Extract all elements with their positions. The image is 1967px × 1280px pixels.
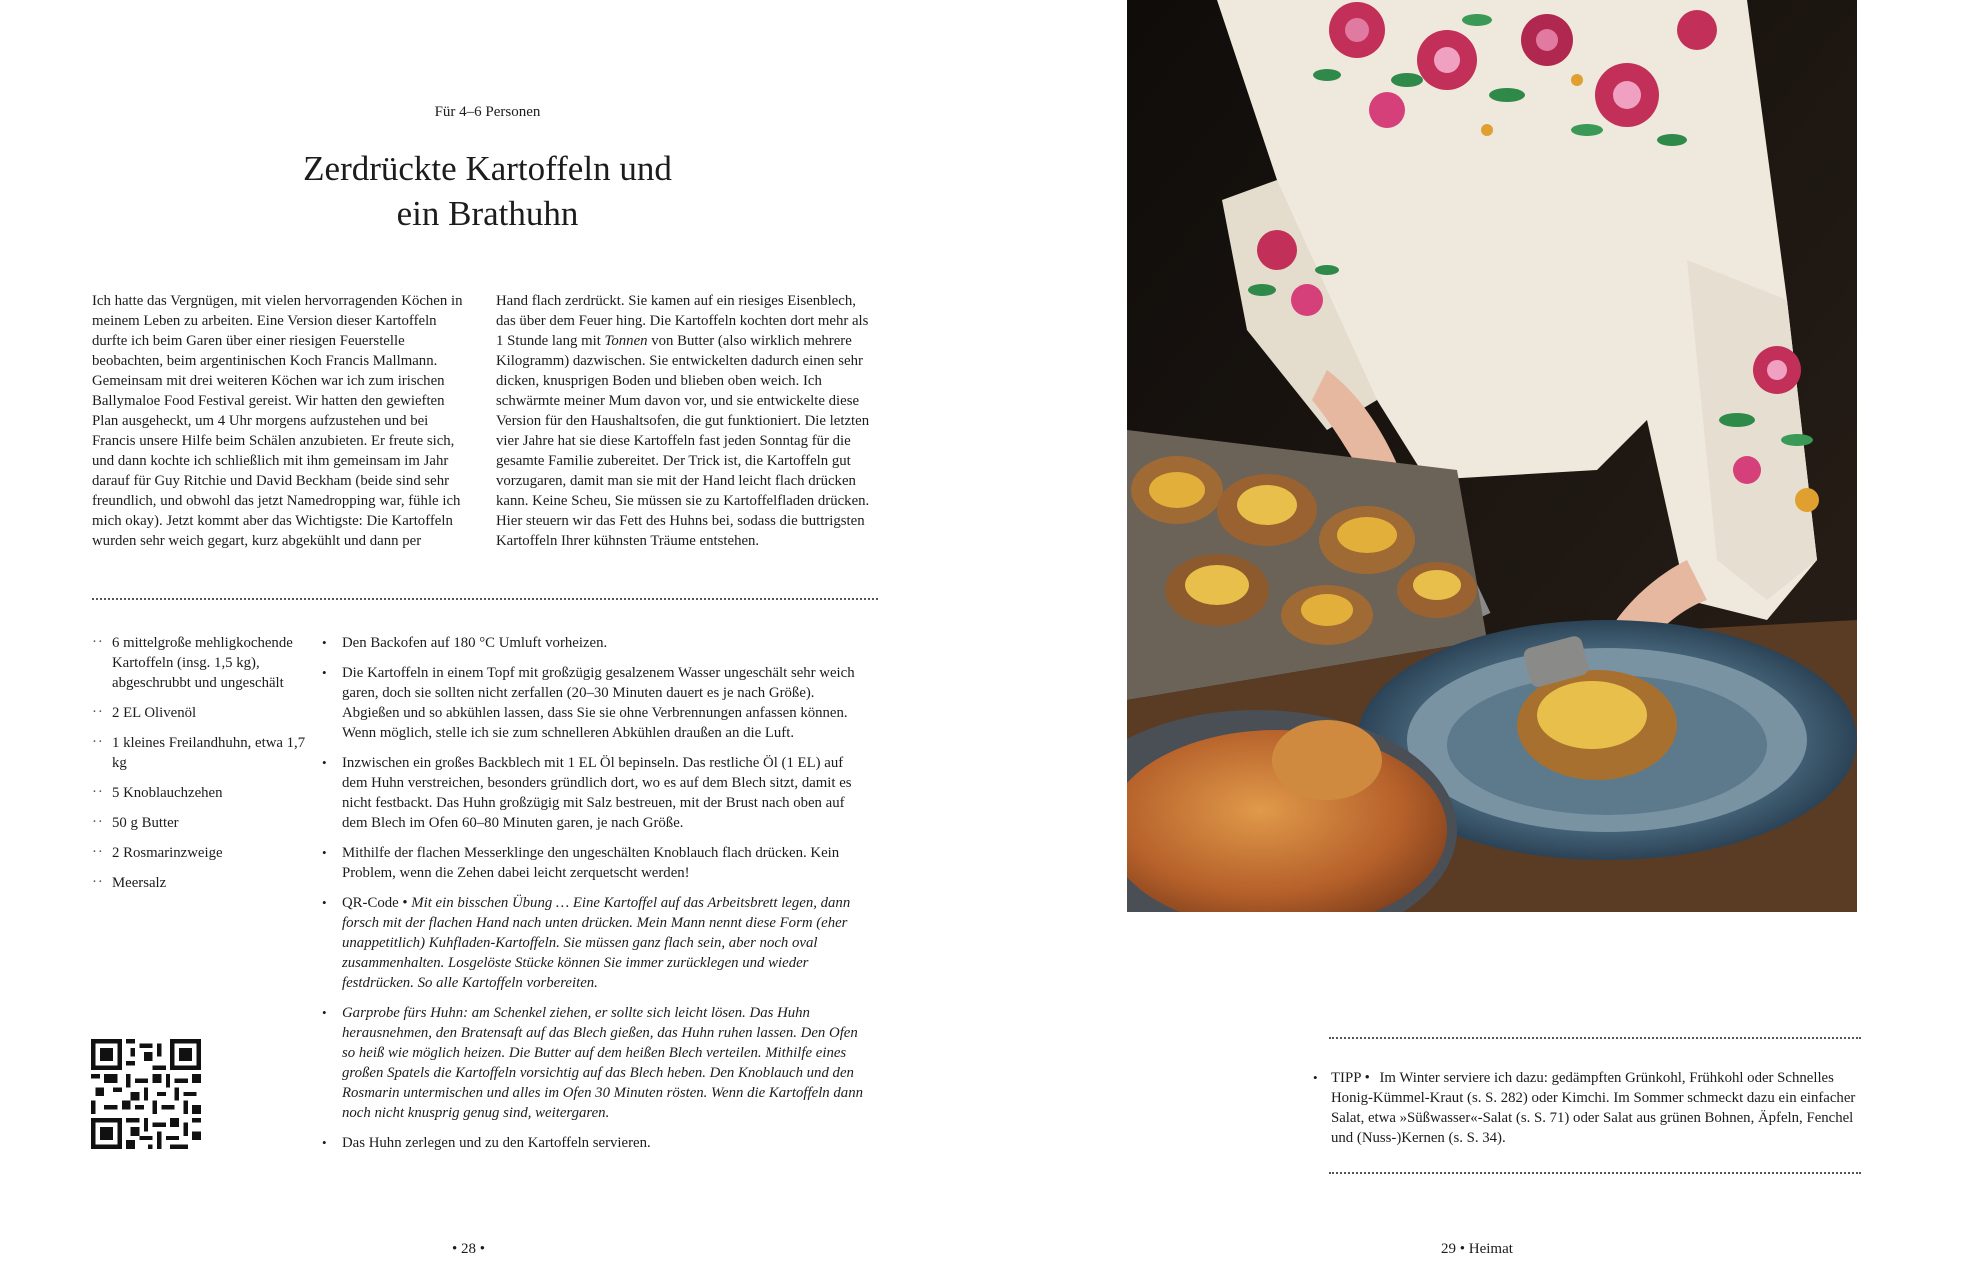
tip-bullet: •: [1313, 1070, 1318, 1085]
ingredient-item: ·· 1 kleines Freilandhuhn, etwa 1,7 kg: [92, 733, 307, 773]
intro-emphasis: Tonnen: [604, 333, 648, 349]
qr-code-icon[interactable]: [91, 1039, 201, 1149]
tip-text: Im Winter serviere ich dazu: gedämpften Grünkohl, Frühkohl oder Schnelles Honig-Kümmel-Kraut (s. S. 282) oder Kimchi. Im Sommer schmeckt dazu ein einfacher Salat, etwa »Süßwasser«-Salat (s. S. 71) oder Salat aus grünen Bohnen, Äpfeln, Fenchel und (Nuss-)Kernen (s. S. 34).: [1331, 1070, 1856, 1146]
intro-column-2: [496, 291, 874, 551]
recipe-title-line1: Zerdrückte Kartoffeln und: [303, 149, 672, 188]
step-2: • Die Kartoffeln in einem Topf mit großzügig gesalzenem Wasser ungeschält sehr weich garen, doch sie sollten nicht zerfallen (20–30 Minuten dauert es je nach Größe). Abgießen und so abkühlen lassen, dass Sie sie ohne Verbrennungen anfassen können. Wenn möglich, stelle ich sie zum schnelleren Abkühlen draußen an die Luft.: [322, 663, 867, 743]
recipe-photo: [1127, 0, 1857, 912]
step-3: • Inzwischen ein großes Backblech mit 1 EL Öl bepinseln. Das restliche Öl (1 EL) auf dem Huhn verstreichen, besonders gründlich dort, wo es auf dem Blech sitzt, damit es nicht festbackt. Das Huhn großzügig mit Salz bestreuen, mit der Brust nach oben auf dem Blech im Ofen 60–80 Minuten garen, je nach Größe.: [322, 753, 867, 833]
tip-divider-top: [1329, 1037, 1861, 1039]
page-number-right: 29 • Heimat: [1441, 1241, 1513, 1257]
step-1: • Den Backofen auf 180 °C Umluft vorheizen.: [322, 633, 867, 653]
step-5: [322, 893, 867, 993]
tip-label: TIPP •: [1331, 1070, 1370, 1086]
tip-box: [1313, 1068, 1861, 1148]
recipe-title-line2: ein Brathuhn: [396, 194, 579, 233]
servings: Für 4–6 Personen: [434, 104, 541, 120]
step-6-italic: Garprobe fürs Huhn: am Schenkel ziehen, er sollte sich leicht lösen. Das Huhn herausnehmen, den Bratensaft auf das Blech gießen, das Huhn ruhen lassen.: [342, 1005, 810, 1041]
step-6: [322, 1003, 867, 1123]
intro-text-2b: von Butter (also wirklich mehrere Kilogramm) dazwischen. Sie entwickelten dadurch einen sehr dicken, knusprigen Boden und blieben oben weich. Ich schwärmte meiner Mum davon vor, und sie entwickelte diese Version für den Haushaltsofen, die gut funktioniert. Die letzten vier Jahre hat sie diese Kartoffeln fast jeden Sonntag für die gesamte Familie zubereitet. Der Trick ist, die Kartoffeln gut vorzugaren, damit man sie mit der Hand leicht flach drücken kann. Keine Scheu, Sie müssen sie zu Kartoffelfladen drücken. Hier steuern wir das Fett des Huhns bei, sodass die buttrigsten Kartoffeln Ihrer kühnsten Träume entstehen.: [496, 333, 870, 549]
intro-text-2: [496, 291, 874, 551]
step-4: • Mithilfe der flachen Messerklinge den ungeschälten Knoblauch flach drücken. Kein Problem, wenn die Zehen dabei leicht zerquetscht werden!: [322, 843, 867, 883]
ingredient-item: ·· 50 g Butter: [92, 813, 307, 833]
step-5-text: Mit ein bisschen Übung … Eine Kartoffel auf das Arbeitsbrett legen, dann forsch mit der flachen Hand nach unten drücken. Mein Mann nennt diese Form (eher unappetitlich) Kuhfladen-Kartoffeln. Sie müssen ganz flach sein, aber noch oval zusammenhalten. Losgelöste Stücke können Sie immer zurücklegen und wieder festdrücken. So alle Kartoffeln vorbereiten.: [342, 895, 851, 991]
recipe-title: [0, 146, 975, 236]
method-steps: [322, 633, 867, 1163]
intro-text-1: Ich hatte das Vergnügen, mit vielen hervorragenden Köchen in meinem Leben zu arbeiten. Eine Version dieser Kartoffeln durfte ich beim Garen über einer riesigen Feuerstelle beobachten, beim argentinischen Koch Francis Mallmann. Gemeinsam mit drei weiteren Köchen war ich zum irischen Ballymaloe Food Festival gereist. Wir hatten den gewieften Plan ausgeheckt, um 4 Uhr morgens aufzustehen und bei Francis unsere Hilfe beim Schälen anzubieten. Er freute sich, und dann kochte ich schließlich mit ihm gemeinsam im Jahr darauf für Guy Ritchie und David Beckham (beide sind sehr freundlich, und obwohl das jetzt Namedropping war, fühle ich mich okay). Jetzt kommt aber das Wichtigste: Die Kartoffeln wurden sehr weich gegart, kurz abgekühlt und dann per: [92, 293, 463, 549]
ingredient-item: ·· 6 mittelgroße mehligkochende Kartoffeln (insg. 1,5 kg), abgeschrubbt und ungeschält: [92, 633, 307, 693]
divider-left: [92, 598, 878, 600]
ingredient-item: ·· 2 EL Olivenöl: [92, 703, 307, 723]
ingredient-item: ·· 2 Rosmarinzweige: [92, 843, 307, 863]
intro-text-2a: Hand flach zerdrückt. Sie kamen auf ein riesiges Eisenblech, das über dem Feuer hing. Die Kartoffeln kochten dort mehr als 1 Stunde lang mit: [496, 293, 869, 349]
step-6-text: Den Ofen so heiß wie möglich heizen. Die Butter auf dem heißen Blech verteilen. Mithilfe eines großen Spatels die Kartoffeln vorsichtig auf das Blech heben. Den Knoblauch und den Rosmarin untermischen und alles im Ofen 30 Minuten rösten. Wenn die Kartoffeln dann noch nicht knusprig genug sind, weitergaren.: [342, 1025, 863, 1121]
page-number-left: • 28 •: [452, 1241, 486, 1257]
intro-column-1: [92, 291, 470, 551]
ingredient-list: [92, 633, 307, 903]
step-5-label: QR-Code •: [342, 895, 412, 911]
ingredient-item: ·· Meersalz: [92, 873, 307, 893]
tip-divider-bottom: [1329, 1172, 1861, 1174]
step-7: • Das Huhn zerlegen und zu den Kartoffeln servieren.: [322, 1133, 867, 1153]
ingredient-item: ·· 5 Knoblauchzehen: [92, 783, 307, 803]
